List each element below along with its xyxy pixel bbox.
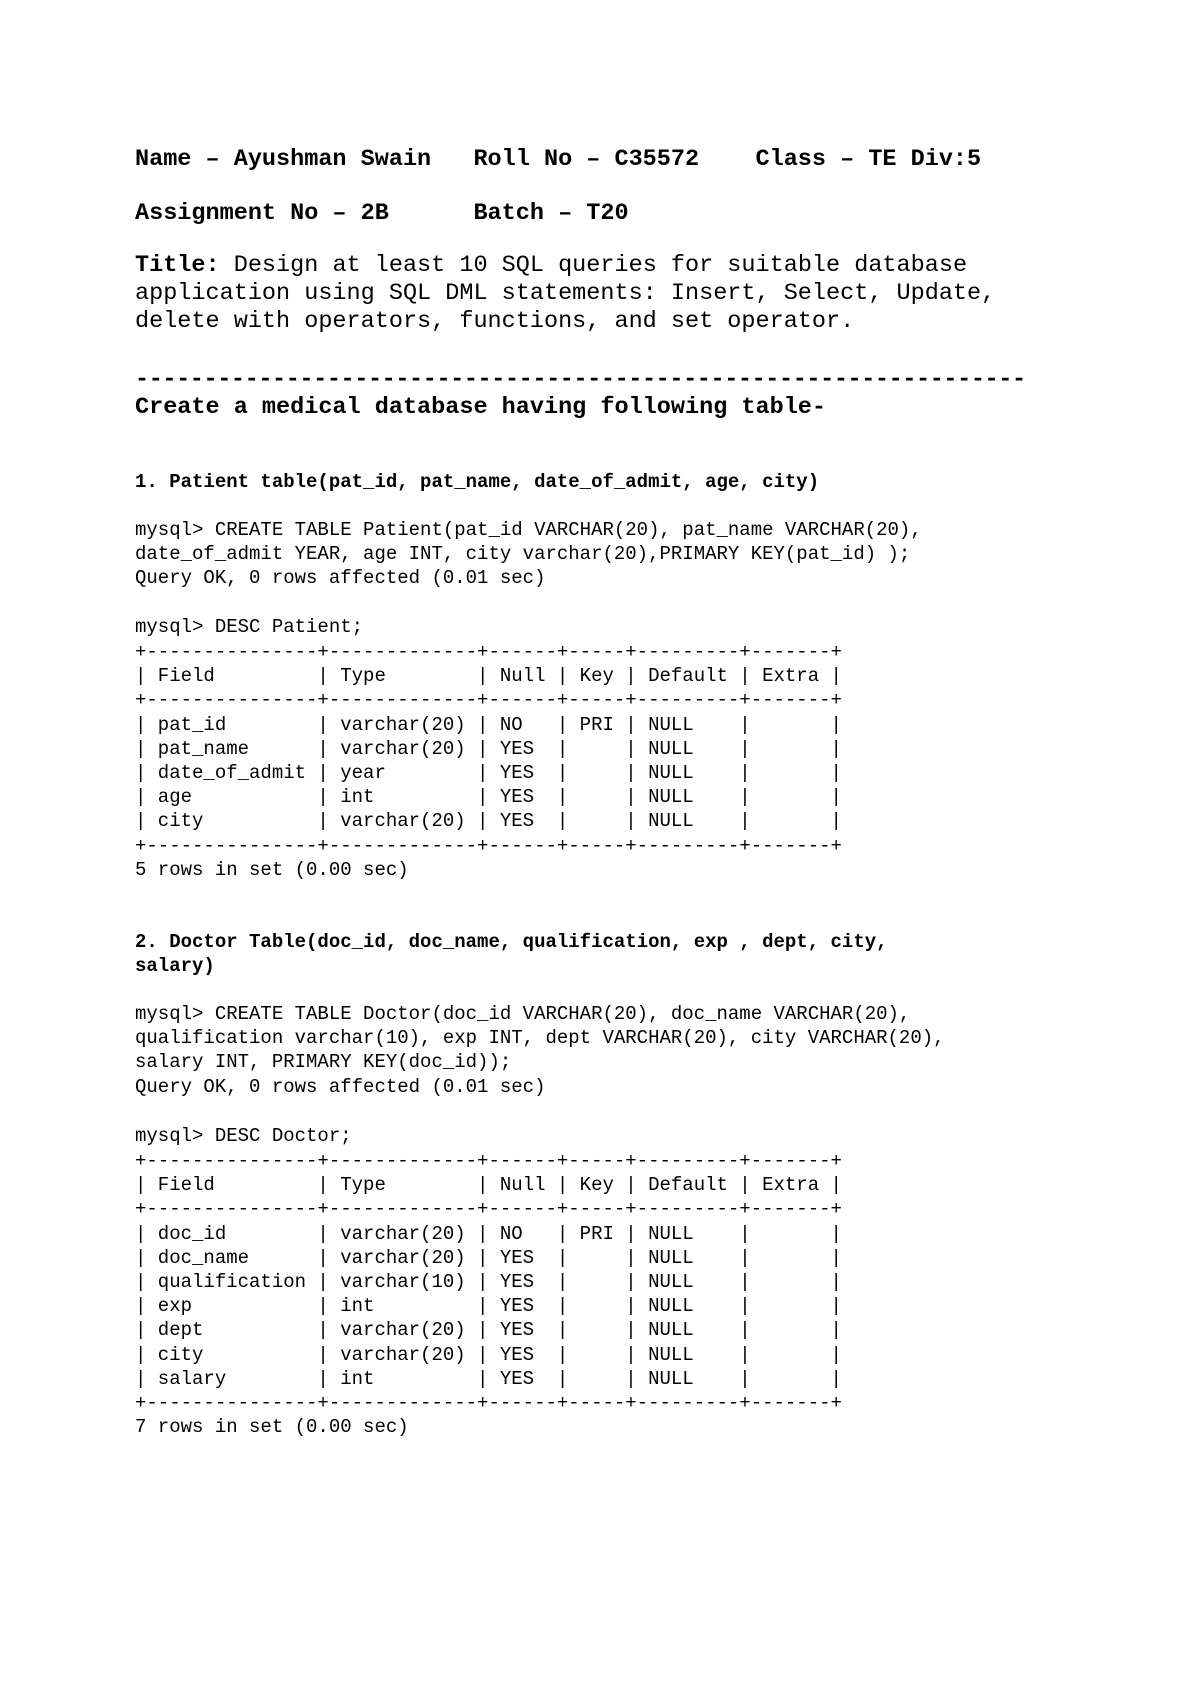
title-text-line2: application using SQL DML statements: Insert, Select, Update, <box>135 280 996 307</box>
title-text-line1: Design at least 10 SQL queries for suitable database <box>219 252 968 279</box>
doctor-table-heading: 2. Doctor Table(doc_id, doc_name, qualification, exp , dept, city, salary) <box>135 931 888 977</box>
patient-create-command: mysql> CREATE TABLE Patient(pat_id VARCHAR(20), pat_name VARCHAR(20), date_of_admit YEAR, age INT, city varchar(20),PRIMARY KEY(pat_id) ); Query OK, 0 rows affected (0.01 sec) <box>135 519 922 590</box>
title-label: Title: <box>135 252 220 279</box>
doctor-create-command: mysql> CREATE TABLE Doctor(doc_id VARCHAR(20), doc_name VARCHAR(20), qualification varchar(10), exp INT, dept VARCHAR(20), city VARCHAR(20), salary INT, PRIMARY KEY(doc_id)); Query OK, 0 rows affected (0.01 sec) <box>135 1003 945 1098</box>
section-divider: ----------------------------------------------------------------- <box>135 366 1026 393</box>
student-info-line: Name – Ayushman Swain Roll No – C35572 Class – TE Div:5 <box>135 146 982 173</box>
doctor-desc-output: +---------------+-------------+------+-----+---------+-------+ | Field | Type | Null | Key | Default | Extra | +---------------+-------------+------+-----+---------+-------+ | doc_id | varchar(20) | NO | PRI | NULL | | | doc_name | varchar(20) | YES | | NULL | | | qualification | varchar(10) | YES | | NULL | | | exp | int | YES | | NULL | | | dept | varchar(20) | YES | | NULL | | | city | varchar(20) | YES | | NULL | | | salary | int | YES | | NULL | | +---------------+-------------+------+-----+---------+-------+ 7 rows in set (0.00 sec) <box>135 1150 842 1439</box>
patient-table-heading: 1. Patient table(pat_id, pat_name, date_of_admit, age, city) <box>135 471 820 493</box>
patient-desc-output: +---------------+-------------+------+-----+---------+-------+ | Field | Type | Null | Key | Default | Extra | +---------------+-------------+------+-----+---------+-------+ | pat_id | varchar(20) | NO | PRI | NULL | | | pat_name | varchar(20) | YES | | NULL | | | date_of_admit | year | YES | | NULL | | | age | int | YES | | NULL | | | city | varchar(20) | YES | | NULL | | +---------------+-------------+------+-----+---------+-------+ 5 rows in set (0.00 sec) <box>135 641 842 881</box>
assignment-info-line: Assignment No – 2B Batch – T20 <box>135 200 629 227</box>
section-heading: Create a medical database having following table- <box>135 394 827 421</box>
assignment-title <box>135 252 995 336</box>
patient-desc-command: mysql> DESC Patient; <box>135 616 364 638</box>
doctor-desc-command: mysql> DESC Doctor; <box>135 1125 352 1147</box>
title-text-line3: delete with operators, functions, and set operator. <box>135 308 855 335</box>
